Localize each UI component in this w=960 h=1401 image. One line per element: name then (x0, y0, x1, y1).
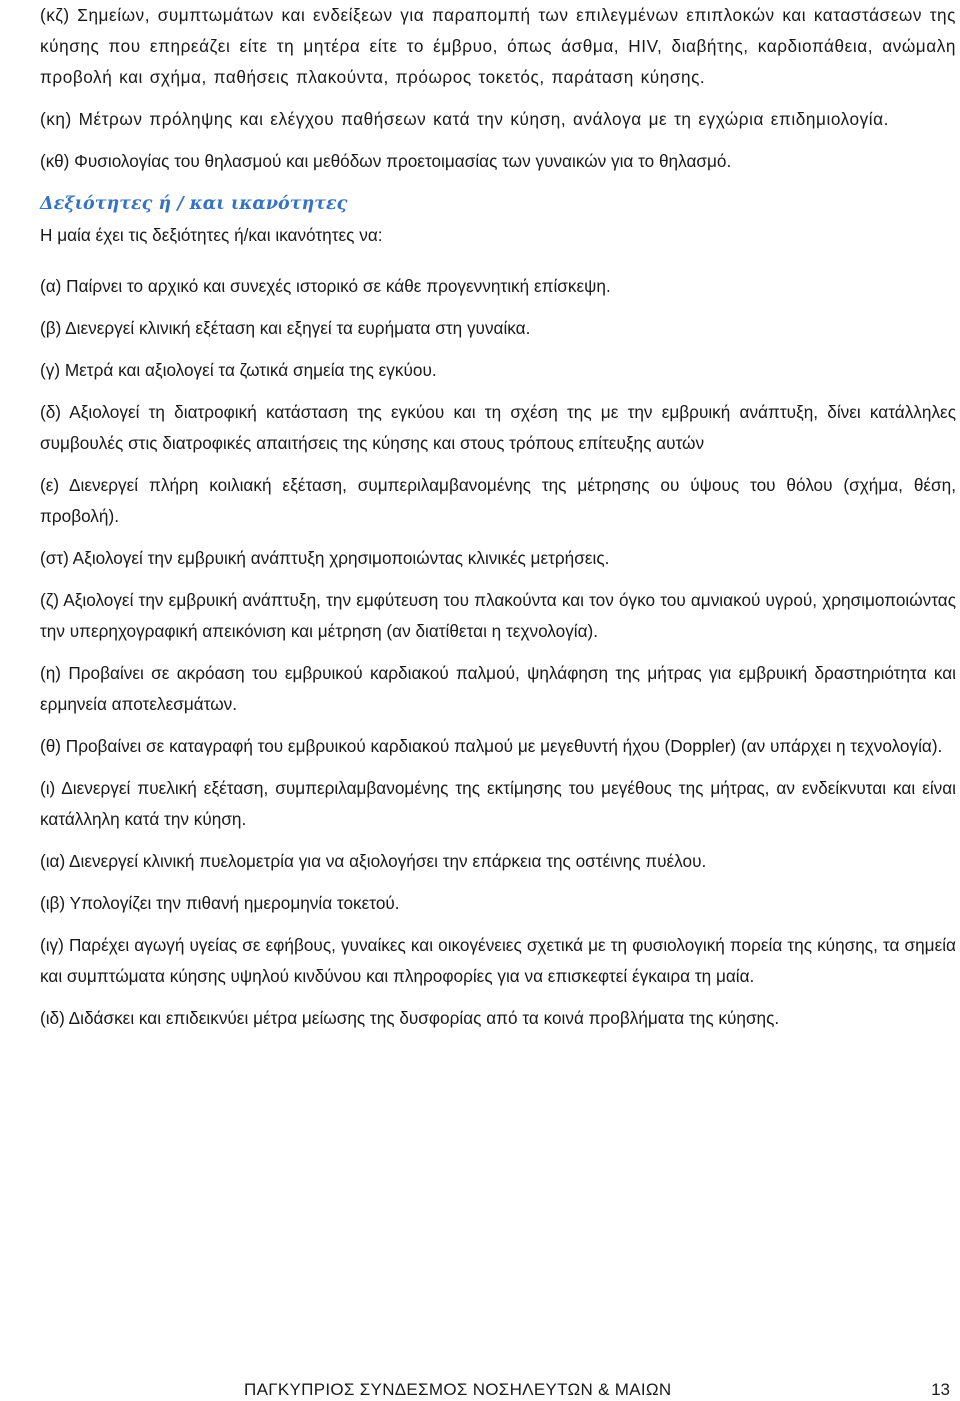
list-item-i: (ι) Διενεργεί πυελική εξέταση, συμπεριλαμβανομένης της εκτίμησης του μεγέθους της μήτρας, αν ενδείκνυται και είναι κατάλληλη κατά την κύηση. (40, 778, 956, 829)
footer-organization: ΠΑΓΚΥΠΡΙΟΣ ΣΥΝΔΕΣΜΟΣ ΝΟΣΗΛΕΥΤΩΝ & ΜΑΙΩΝ (244, 1380, 672, 1399)
document-page (40, 0, 956, 1034)
list-item-ib: (ιβ) Υπολογίζει την πιθανή ημερομηνία τοκετού. (40, 893, 400, 913)
list-item-st: (στ) Αξιολογεί την εμβρυική ανάπτυξη χρησιμοποιώντας κλινικές μετρήσεις. (40, 548, 610, 568)
list-item-a: (α) Παίρνει το αρχικό και συνεχές ιστορικό σε κάθε προγεννητική επίσκεψη. (40, 276, 611, 296)
section-heading: Δεξιότητες ή / και ικανότητες (40, 194, 348, 214)
list-item-ia: (ια) Διενεργεί κλινική πυελομετρία για να αξιολογήσει την επάρκεια της οστέινης πυέλου. (40, 851, 707, 871)
list-item-th: (θ) Προβαίνει σε καταγραφή του εμβρυικού καρδιακού παλμού με μεγεθυντή ήχου (Doppler) (αν υπάρχει η τεχνολογία). (40, 736, 943, 756)
list-item-z: (ζ) Αξιολογεί την εμβρυική ανάπτυξη, την εμφύτευση του πλακούντα και τον όγκο του αμνιακού υγρού, χρησιμοποιώντας την υπερηχογραφική απεικόνιση και μέτρηση (αν διατίθεται η τεχνολογία). (40, 590, 956, 641)
paragraph-kh: (κη) Μέτρων πρόληψης και ελέγχου παθήσεων κατά την κύηση, ανάλογα με τη εγχώρια επιδημιολογία. (40, 109, 889, 129)
paragraph-kz: (κζ) Σημείων, συμπτωμάτων και ενδείξεων για παραπομπή των επιλεγμένων επιπλοκών και καταστάσεων της κύησης που επηρεάζει είτε τη μητέρα είτε το έμβρυο, όπως άσθμα, HIV, διαβήτης, καρδιοπάθεια, ανώμαλη προβολή και σχήμα, παθήσεις πλακούντα, πρόωρος τοκετός, παράταση κύησης. (40, 5, 956, 87)
list-item-h: (η) Προβαίνει σε ακρόαση του εμβρυικού καρδιακού παλμού, ψηλάφηση της μήτρας για εμβρυική δραστηριότητα και ερμηνεία αποτελεσμάτων. (40, 663, 956, 714)
list-item-d: (δ) Αξιολογεί τη διατροφική κατάσταση της εγκύου και τη σχέση της με την εμβρυική ανάπτυξη, δίνει κατάλληλες συμβουλές στις διατροφικές απαιτήσεις της κύησης και στους τρόπους επίτευξης αυτών (40, 402, 956, 453)
list-item-b: (β) Διενεργεί κλινική εξέταση και εξηγεί τα ευρήματα στη γυναίκα. (40, 318, 531, 338)
list-item-ig: (ιγ) Παρέχει αγωγή υγείας σε εφήβους, γυναίκες και οικογένειες σχετικά με τη φυσιολογική πορεία της κύησης, τα σημεία και συμπτώματα κύησης υψηλού κινδύνου και πληροφορίες για να επισκεφτεί έγκαιρα τη μαία. (40, 935, 956, 986)
section-intro: Η μαία έχει τις δεξιότητες ή/και ικανότητες να: (40, 225, 383, 245)
list-item-e: (ε) Διενεργεί πλήρη κοιλιακή εξέταση, συμπεριλαμβανομένης της μέτρησης ου ύψους του θόλου (σχήμα, θέση, προβολή). (40, 475, 956, 526)
paragraph-kth: (κθ) Φυσιολογίας του θηλασμού και μεθόδων προετοιμασίας των γυναικών για το θηλασμό. (40, 151, 732, 171)
list-item-id: (ιδ) Διδάσκει και επιδεικνύει μέτρα μείωσης της δυσφορίας από τα κοινά προβλήματα της κύησης. (40, 1008, 780, 1028)
list-item-g: (γ) Μετρά και αξιολογεί τα ζωτικά σημεία της εγκύου. (40, 360, 437, 380)
footer-page-number: 13 (931, 1380, 950, 1399)
